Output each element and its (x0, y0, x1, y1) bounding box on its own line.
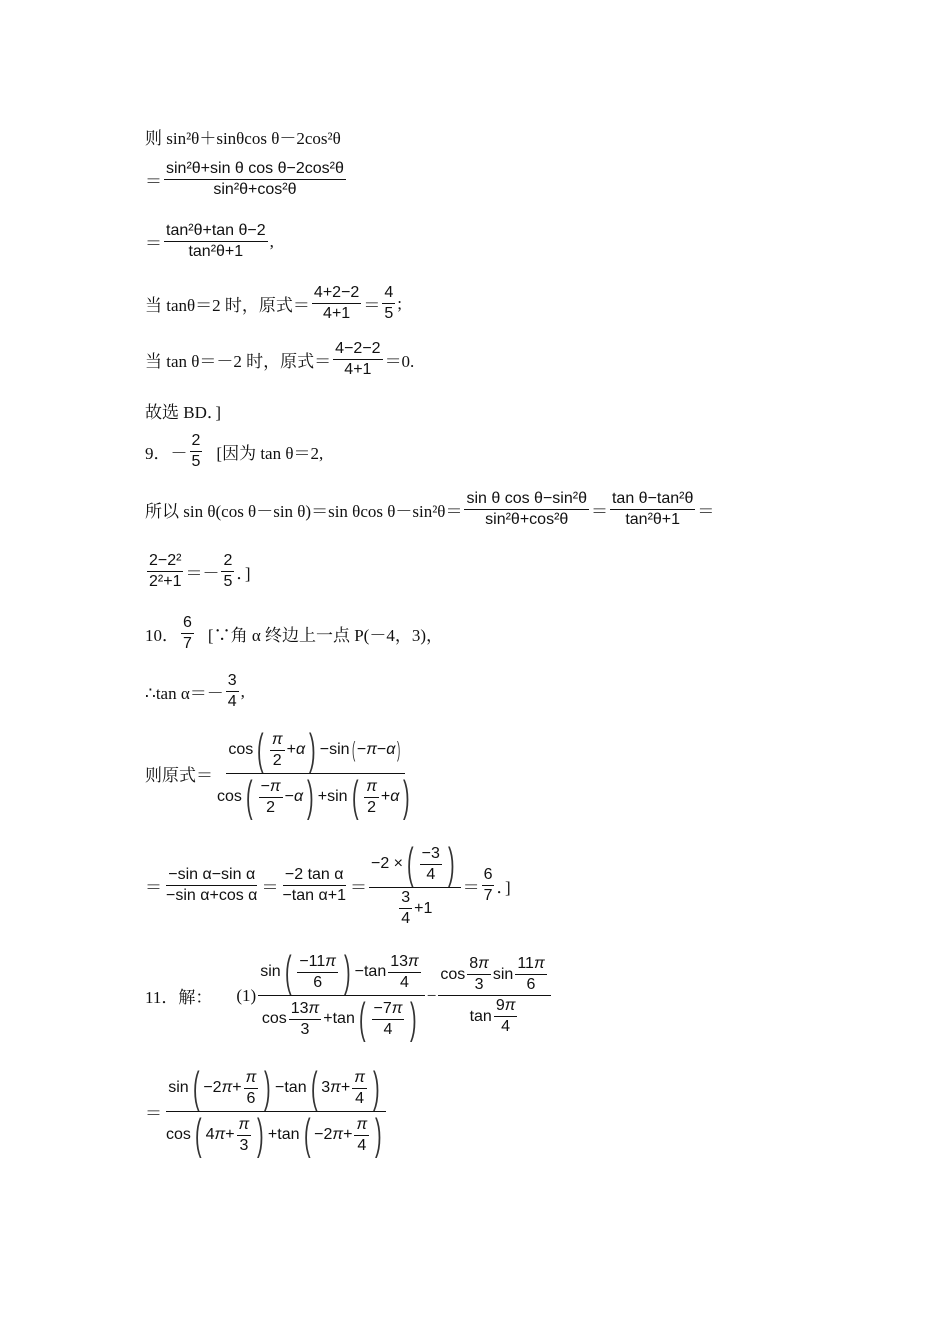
fraction: $\frac{\text{−sin α−sin α}}{\text{−sin α+cos α}}$ (166, 865, 258, 904)
fraction: $\frac{\text{sin²θ+sin θ cos θ−2cos²θ}}{\text{sin²θ+cos²θ}}$ (166, 160, 344, 198)
equation-line: 所以 sin θ(cos θ－sin θ)＝sin θcos θ－sin²θ＝ $\frac{\text{sin θ cos θ−sin²θ}}{\text{sin²θ+cos²θ}}$ ＝ $\frac{\text{tan θ−tan²θ}}{\text{tan²θ+1}}$ ＝ (145, 490, 715, 528)
fraction: $\frac{4}{5}$ (384, 284, 394, 322)
question-9-answer: 9．－ $\frac{2}{5}$ [因为 tan θ＝2, (145, 432, 324, 470)
equation-line: $\frac{\text{2−2²}}{\text{2²+1}}$ ＝－ $\frac{2}{5}$ ．] (149, 552, 251, 590)
equation-line: ＝ sin ( −2 π + $\frac{\pi}{6}$ ) −tan ( 3 π + $\frac{\pi}{4}$ ) cos ( 4 π + $\frac{\pi}{3}$ ) +tan ( −2 π + $\frac{\pi}{4}$ ) (145, 1066, 390, 1157)
equation-text: 则 sin²θ＋sinθcos θ－2cos²θ (145, 129, 341, 148)
equation-line: 当 tanθ＝2 时，原式＝ $\frac{4+2-2}{4+1}$ ＝ $\frac{4}{5}$ ; (145, 284, 402, 322)
fraction: $\frac{3}{4}$ (227, 672, 237, 710)
fraction: $\frac{\text{2−2²}}{\text{2²+1}}$ (149, 552, 182, 590)
fraction: $\frac{4-2-2}{4+1}$ (335, 340, 381, 378)
fraction: $\frac{\text{tan θ−tan²θ}}{\text{tan²θ+1}}$ (611, 490, 694, 528)
fraction: $\frac{6}{7}$ (483, 865, 493, 904)
fraction: $\frac{4+2-2}{4+1}$ (313, 284, 360, 322)
equation-line: ＝ $\frac{\text{−sin α−sin α}}{\text{−sin α+cos α}}$ ＝ $\frac{\text{−2 tan α}}{\text{−tan α+1}}$ ＝ −2 × ( $\frac{-3}{4}$ ) $\frac{3}{4}$ +1 ＝ $\frac{6}{7}$ ．] (145, 839, 511, 927)
fraction: $\frac{\text{sin θ cos θ−sin²θ}}{\text{sin²θ+cos²θ}}$ (466, 490, 587, 528)
fraction: $\frac{6}{7}$ (183, 614, 192, 652)
question-10-answer: 10． $\frac{6}{7}$ [∵角 α 终边上一点 P(－4，3)， (145, 614, 444, 652)
fraction: cos ( $\frac{\pi}{2}$ + α ) −sin ( − π − α ) cos ( $\frac{-\pi}{2}$ − α ) +sin ( $\frac{\pi}{2}$ + α ) (217, 725, 411, 821)
fraction: $\frac{\text{tan²θ+tan θ−2}}{\text{tan²θ+1}}$ (166, 222, 266, 260)
equation-line: ＝ $\frac{\text{sin²θ+sin θ cos θ−2cos²θ}}{\text{sin²θ+cos²θ}}$ (145, 160, 344, 198)
equation-line: 则原式＝ cos ( $\frac{\pi}{2}$ + α ) −sin ( − π − α ) cos ( $\frac{-\pi}{2}$ − α ) +sin ( $\frac{\pi}{2}$ + α ) (145, 728, 418, 819)
question-11-answer: 11．解： (1) sin ( $\frac{-11\pi}{6}$ ) −tan $\frac{13\pi}{4}$ cos $\frac{13\pi}{3}$ +tan ( $\frac{-7\pi}{4}$ ) − cos $\frac{8\pi}{3}$ sin $\frac{11\pi}{6}$ tan $\frac{9\pi}{4}$ (145, 950, 553, 1041)
fraction: −2 × ( $\frac{-3}{4}$ ) $\frac{3}{4}$ +1 (369, 842, 461, 928)
fraction: $\frac{2}{5}$ (223, 552, 233, 590)
equation-line: 当 tan θ＝－2 时，原式＝ $\frac{4-2-2}{4+1}$ ＝0. (145, 340, 415, 378)
fraction: sin ( $\frac{-11\pi}{6}$ ) −tan $\frac{13\pi}{4}$ cos $\frac{13\pi}{3}$ +tan ( $\frac{-7\pi}{4}$ ) (258, 950, 425, 1041)
equation-line (145, 124, 341, 149)
fraction: $\frac{2}{5}$ (191, 432, 201, 470)
equation-line: 故选 BD．] (145, 403, 222, 422)
equation-line: ＝ $\frac{\text{tan²θ+tan θ−2}}{\text{tan²θ+1}}$ , (145, 222, 274, 260)
fraction: cos $\frac{8\pi}{3}$ sin $\frac{11\pi}{6}$ tan $\frac{9\pi}{4}$ (438, 955, 550, 1036)
equation-line: ∴tan α＝－ $\frac{3}{4}$ , (145, 672, 245, 710)
fraction: sin ( −2 π + $\frac{\pi}{6}$ ) −tan ( 3 π + $\frac{\pi}{4}$ ) cos ( 4 π + $\frac{\pi}{3}$ ) +tan ( −2 π + $\frac{\pi}{4}$ ) (164, 1066, 388, 1157)
fraction: $\frac{\text{−2 tan α}}{\text{−tan α+1}}$ (282, 865, 346, 904)
